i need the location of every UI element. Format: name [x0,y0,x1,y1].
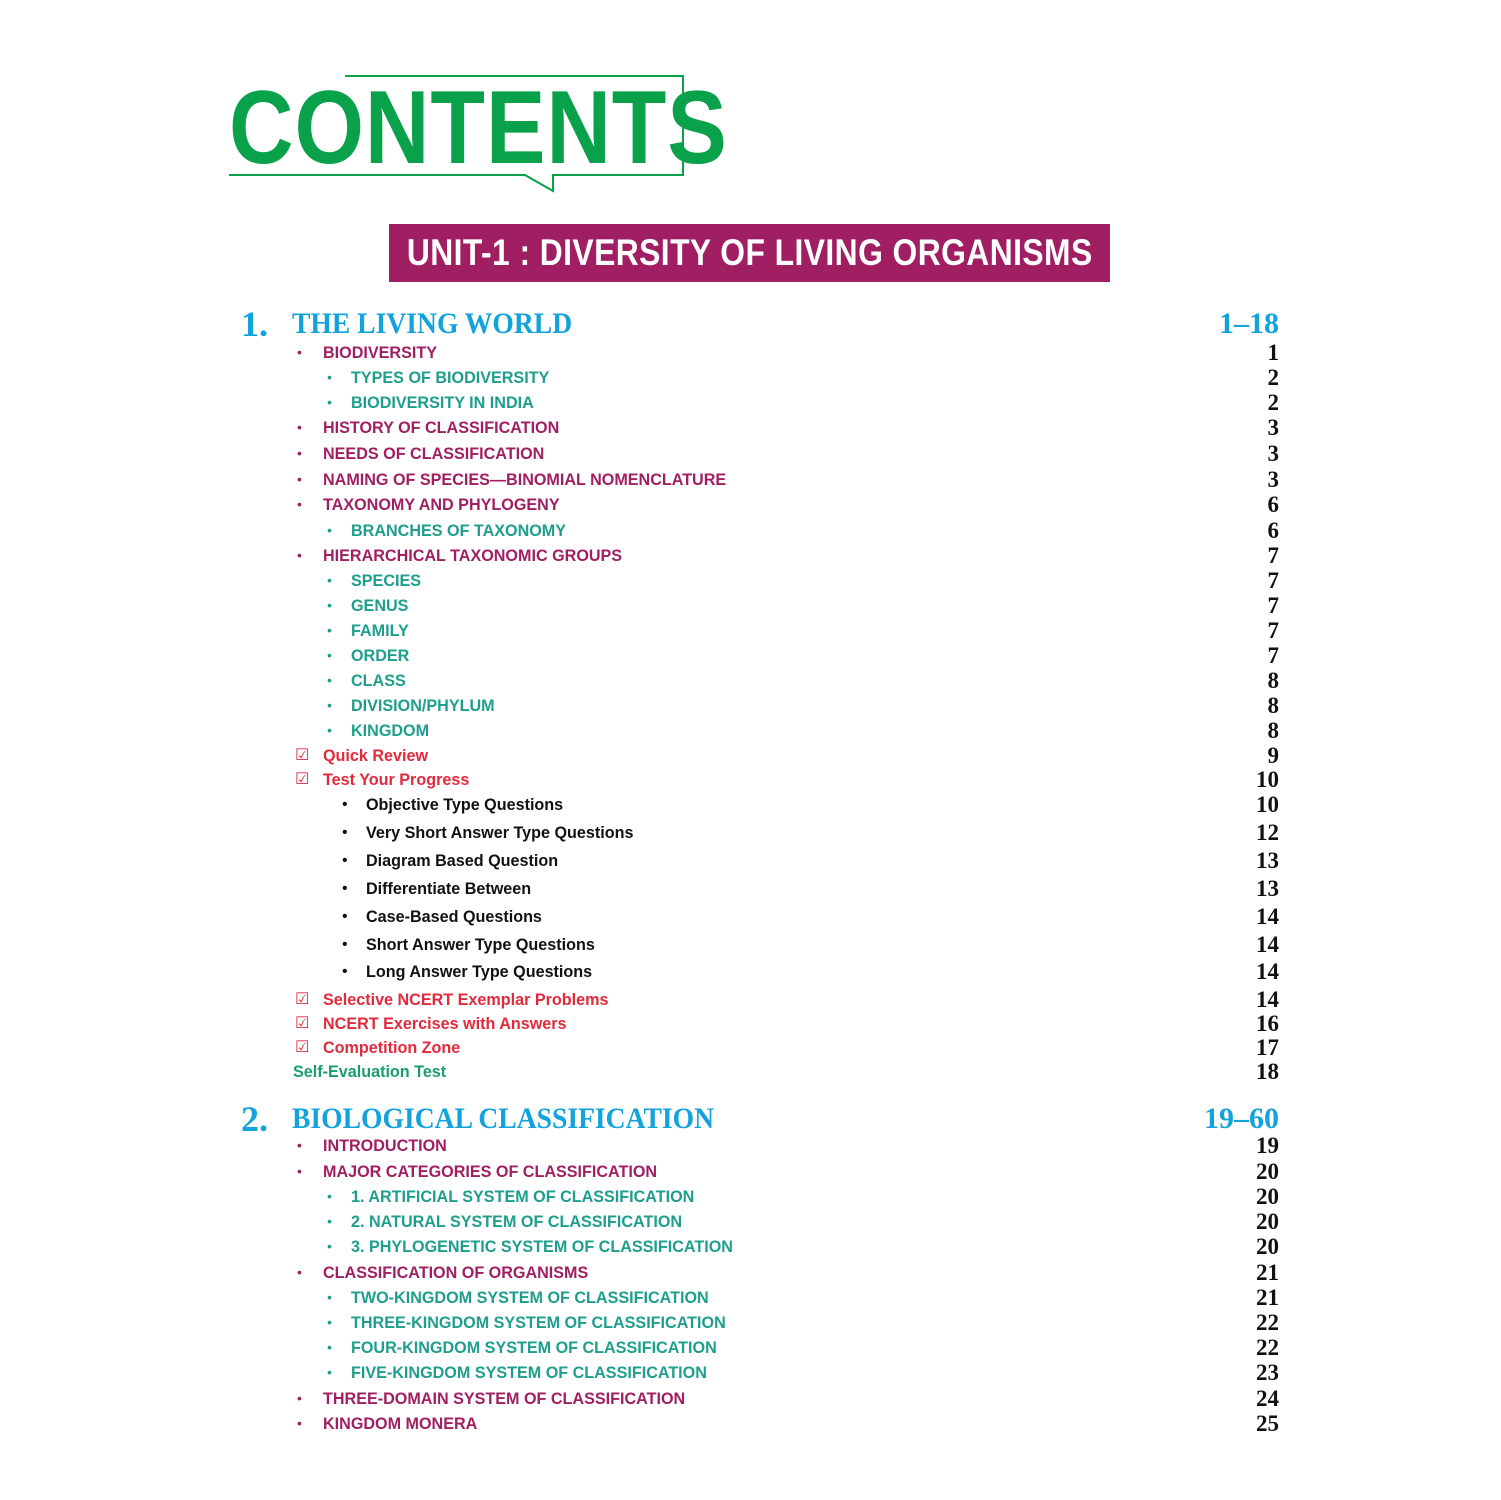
toc-entry-label[interactable]: BRANCHES OF TAXONOMY [351,521,567,540]
bullet-icon: • [342,824,348,841]
bullet-icon: • [297,419,302,435]
toc-page-number: 16 [1256,1011,1279,1036]
toc-page-number: 13 [1256,876,1279,901]
bullet-icon: • [297,1264,302,1280]
toc-entry-label[interactable]: HISTORY OF CLASSIFICATION [323,418,560,437]
toc-entry-label[interactable]: CLASSIFICATION OF ORGANISMS [323,1263,589,1282]
toc-topic-row[interactable] [0,492,1501,517]
toc-page-number: 7 [1267,593,1279,618]
toc-question-type-row[interactable] [0,959,1501,984]
toc-entry-label[interactable]: MAJOR CATEGORIES OF CLASSIFICATION [323,1162,658,1181]
toc-page-number: 18 [1256,1059,1279,1084]
toc-page-number: 3 [1267,441,1279,466]
toc-entry-label[interactable]: Long Answer Type Questions [366,962,593,981]
toc-page-number: 10 [1256,792,1279,817]
checkbox-icon: ☑ [295,991,310,1008]
toc-subtopic-row[interactable] [0,668,1501,693]
chapter-title[interactable]: THE LIVING WORLD [292,307,573,340]
bullet-icon: • [342,852,348,869]
toc-page-number: 3 [1267,415,1279,440]
toc-page-number: 14 [1256,987,1279,1012]
toc-entry-label[interactable]: 1. ARTIFICIAL SYSTEM OF CLASSIFICATION [351,1187,695,1206]
toc-topic-row[interactable] [0,441,1501,466]
toc-topic-row[interactable] [0,467,1501,492]
toc-entry-label[interactable]: KINGDOM MONERA [323,1414,478,1433]
bullet-icon: • [327,597,332,613]
toc-entry-label[interactable]: NAMING OF SPECIES—BINOMIAL NOMENCLATURE [323,470,727,489]
toc-entry-label[interactable]: TWO-KINGDOM SYSTEM OF CLASSIFICATION [351,1288,709,1307]
bullet-icon: • [327,1314,332,1330]
toc-question-type-row[interactable] [0,876,1501,901]
chapter-page-range: 19–60 [1204,1102,1279,1135]
bullet-icon: • [327,369,332,385]
toc-entry-label[interactable]: 2. NATURAL SYSTEM OF CLASSIFICATION [351,1212,683,1231]
toc-topic-row[interactable] [0,415,1501,440]
bullet-icon: • [327,522,332,538]
toc-entry-label[interactable]: ORDER [351,646,410,665]
bullet-icon: • [327,394,332,410]
toc-page-number: 8 [1267,693,1279,718]
chapter-number: 2. [241,1099,268,1139]
toc-entry-label[interactable]: NEEDS OF CLASSIFICATION [323,444,545,463]
chapter-heading[interactable] [0,1098,1501,1138]
toc-subtopic-row[interactable] [0,390,1501,415]
toc-entry-label[interactable]: HIERARCHICAL TAXONOMIC GROUPS [323,546,623,565]
toc-question-type-row[interactable] [0,792,1501,817]
toc-subtopic-row[interactable] [0,1360,1501,1385]
toc-feature-row[interactable] [0,743,1501,768]
toc-page-number: 19 [1256,1133,1279,1158]
toc-question-type-row[interactable] [0,904,1501,929]
toc-page-number: 7 [1267,643,1279,668]
chapter-number: 1. [241,304,268,344]
toc-page-number: 7 [1267,568,1279,593]
bullet-icon: • [327,672,332,688]
bullet-icon: • [297,344,302,360]
toc-page-number: 20 [1256,1234,1279,1259]
toc-subtopic-row[interactable] [0,1234,1501,1259]
bullet-icon: • [327,647,332,663]
toc-question-type-row[interactable] [0,848,1501,873]
toc-topic-row[interactable] [0,543,1501,568]
bullet-icon: • [297,1415,302,1431]
bullet-icon: • [327,1289,332,1305]
toc-subtopic-row[interactable] [0,1209,1501,1234]
bullet-icon: • [327,622,332,638]
toc-entry-label[interactable]: SPECIES [351,571,422,590]
checkbox-icon: ☑ [295,1015,310,1032]
toc-question-type-row[interactable] [0,932,1501,957]
toc-page-number: 24 [1256,1386,1279,1411]
toc-entry-label[interactable]: FOUR-KINGDOM SYSTEM OF CLASSIFICATION [351,1338,717,1357]
toc-page-number: 20 [1256,1209,1279,1234]
bullet-icon: • [327,1339,332,1355]
bullet-icon: • [327,572,332,588]
toc-entry-label[interactable]: CLASS [351,671,406,690]
toc-entry-label[interactable]: Test Your Progress [323,770,470,789]
bullet-icon: • [297,1390,302,1406]
toc-entry-label[interactable]: INTRODUCTION [323,1136,447,1155]
toc-entry-label[interactable]: TYPES OF BIODIVERSITY [351,368,550,387]
toc-page-number: 8 [1267,668,1279,693]
toc-page-number: 23 [1256,1360,1279,1385]
bullet-icon: • [327,1213,332,1229]
toc-page-number: 14 [1256,932,1279,957]
toc-page-number: 1 [1267,340,1279,365]
toc-page-number: 9 [1267,743,1279,768]
toc-page-number: 3 [1267,467,1279,492]
toc-topic-row[interactable] [0,1159,1501,1184]
bullet-icon: • [297,547,302,563]
toc-page-number: 7 [1267,618,1279,643]
toc-page-number: 14 [1256,959,1279,984]
toc-entry-label[interactable]: THREE-KINGDOM SYSTEM OF CLASSIFICATION [351,1313,726,1332]
toc-question-type-row[interactable] [0,820,1501,845]
toc-entry-label[interactable]: Self-Evaluation Test [293,1062,447,1081]
chapter-page-range: 1–18 [1219,307,1279,340]
bullet-icon: • [327,697,332,713]
toc-page-number: 14 [1256,904,1279,929]
toc-page-number: 6 [1267,492,1279,517]
toc-page-number: 20 [1256,1184,1279,1209]
toc-entry-label[interactable]: DIVISION/PHYLUM [351,696,495,715]
toc-entry-label[interactable]: BIODIVERSITY IN INDIA [351,393,534,412]
toc-page-number: 12 [1256,820,1279,845]
toc-entry-label[interactable]: Differentiate Between [366,879,532,898]
toc-topic-row[interactable] [0,1386,1501,1411]
toc-feature-row[interactable] [0,1035,1501,1060]
bullet-icon: • [342,908,348,925]
toc-feature-row[interactable] [0,987,1501,1012]
toc-entry-label[interactable]: TAXONOMY AND PHYLOGENY [323,495,560,514]
unit-title: UNIT-1 : DIVERSITY OF LIVING ORGANISMS [406,232,1093,273]
bullet-icon: • [297,445,302,461]
toc-entry-label[interactable]: BIODIVERSITY [323,343,437,362]
toc-subtopic-row[interactable] [0,593,1501,618]
toc-subtopic-row[interactable] [0,1285,1501,1310]
toc-entry-label[interactable]: THREE-DOMAIN SYSTEM OF CLASSIFICATION [323,1389,686,1408]
bullet-icon: • [297,1137,302,1153]
toc-page-number: 21 [1256,1285,1279,1310]
bullet-icon: • [297,1163,302,1179]
toc-self-evaluation-row[interactable] [0,1059,1501,1084]
toc-page-number: 2 [1267,365,1279,390]
toc-page-number: 20 [1256,1159,1279,1184]
toc-page-number: 17 [1256,1035,1279,1060]
toc-page-number: 21 [1256,1260,1279,1285]
toc-feature-row[interactable] [0,1011,1501,1036]
toc-subtopic-row[interactable] [0,618,1501,643]
toc-page-number: 22 [1256,1310,1279,1335]
toc-page-number: 13 [1256,848,1279,873]
toc-subtopic-row[interactable] [0,568,1501,593]
contents-heading [229,70,728,186]
toc-entry-label[interactable]: NCERT Exercises with Answers [323,1014,567,1033]
toc-subtopic-row[interactable] [0,693,1501,718]
bullet-icon: • [327,1364,332,1380]
toc-entry-label[interactable]: Case-Based Questions [366,907,542,926]
chapter-title[interactable]: BIOLOGICAL CLASSIFICATION [292,1102,715,1135]
toc-entry-label[interactable]: 3. PHYLOGENETIC SYSTEM OF CLASSIFICATION [351,1237,733,1256]
checkbox-icon: ☑ [295,747,310,764]
toc-page-number: 25 [1256,1411,1279,1436]
toc-subtopic-row[interactable] [0,718,1501,743]
toc-entry-label[interactable]: Selective NCERT Exemplar Problems [323,990,609,1009]
toc-topic-row[interactable] [0,1260,1501,1285]
toc-entry-label[interactable]: KINGDOM [351,721,430,740]
toc-subtopic-row[interactable] [0,643,1501,668]
page-title: CONTENTS [229,70,728,186]
bullet-icon: • [297,471,302,487]
toc-entry-label[interactable]: GENUS [351,596,409,615]
toc-page-number: 7 [1267,543,1279,568]
toc-subtopic-row[interactable] [0,365,1501,390]
toc-subtopic-row[interactable] [0,518,1501,543]
toc-entry-label[interactable]: Competition Zone [323,1038,461,1057]
checkbox-icon: ☑ [295,1039,310,1056]
unit-banner [389,224,1110,282]
toc-entry-label[interactable]: FAMILY [351,621,409,640]
toc-topic-row[interactable] [0,340,1501,365]
bullet-icon: • [327,722,332,738]
toc-entry-label[interactable]: Short Answer Type Questions [366,935,595,954]
toc-page-number: 8 [1267,718,1279,743]
toc-entry-label[interactable]: Quick Review [323,746,429,765]
bullet-icon: • [342,963,348,980]
toc-page-number: 10 [1256,767,1279,792]
toc-subtopic-row[interactable] [0,1184,1501,1209]
bullet-icon: • [327,1238,332,1254]
toc-page-number: 6 [1267,518,1279,543]
bullet-icon: • [342,936,348,953]
toc-feature-row[interactable] [0,767,1501,792]
bullet-icon: • [327,1188,332,1204]
toc-topic-row[interactable] [0,1411,1501,1436]
bullet-icon: • [297,496,302,512]
toc-entry-label[interactable]: Objective Type Questions [366,795,564,814]
toc-page-number: 2 [1267,390,1279,415]
toc-topic-row[interactable] [0,1133,1501,1158]
toc-page-number: 22 [1256,1335,1279,1360]
checkbox-icon: ☑ [295,771,310,788]
toc-subtopic-row[interactable] [0,1310,1501,1335]
toc-entry-label[interactable]: Very Short Answer Type Questions [366,823,634,842]
toc-entry-label[interactable]: FIVE-KINGDOM SYSTEM OF CLASSIFICATION [351,1363,707,1382]
bullet-icon: • [342,880,348,897]
toc-subtopic-row[interactable] [0,1335,1501,1360]
bullet-icon: • [342,796,348,813]
toc-entry-label[interactable]: Diagram Based Question [366,851,559,870]
chapter-heading[interactable] [0,303,1501,343]
